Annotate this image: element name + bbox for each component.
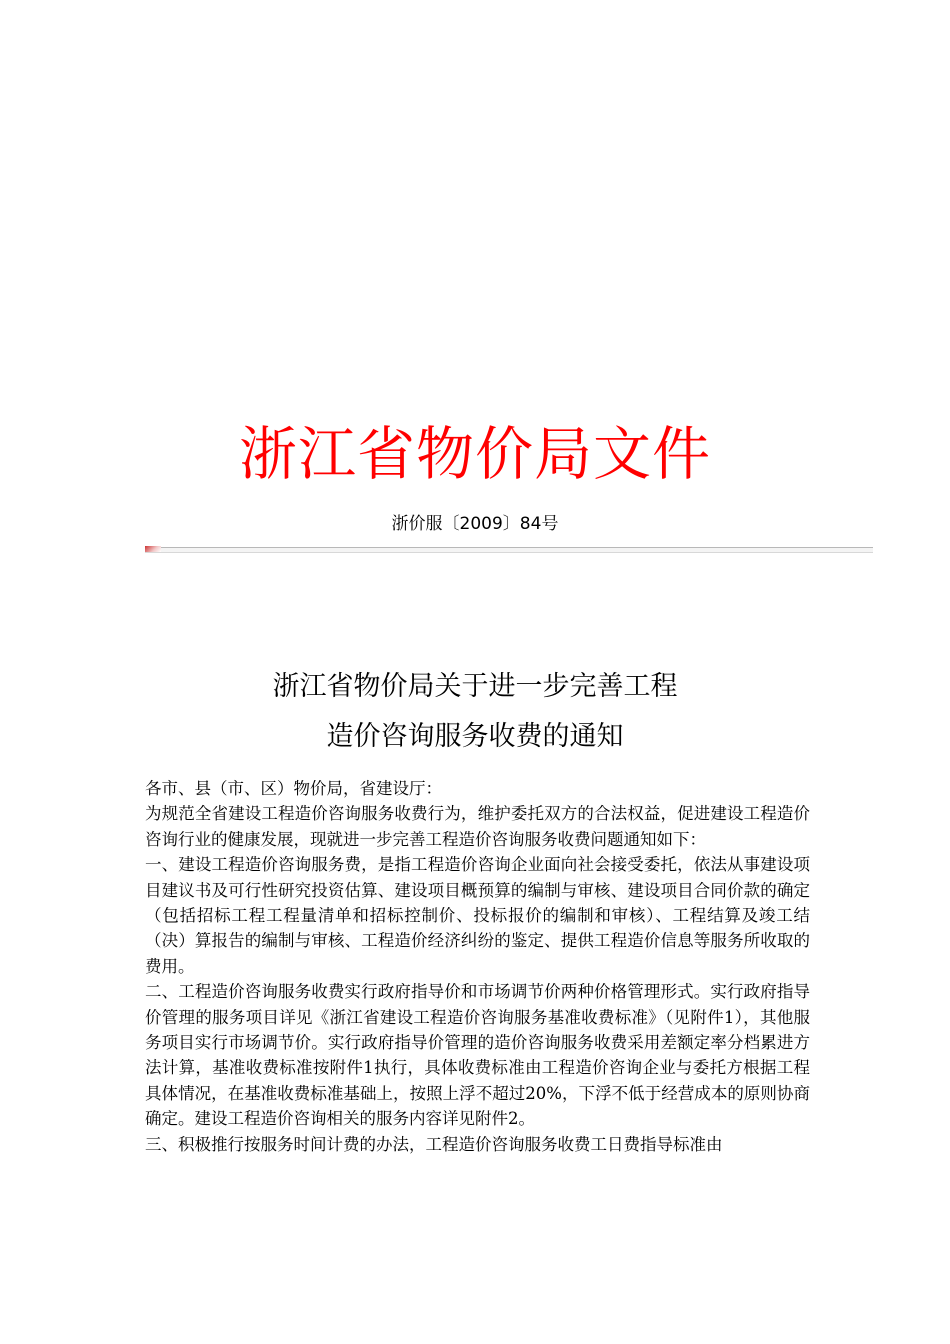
divider-mark (145, 546, 161, 552)
notice-body (145, 776, 810, 1157)
salutation: 各市、县（市、区）物价局，省建设厅： (145, 779, 442, 798)
body-paragraph-intro: 为规范全省建设工程造价咨询服务收费行为，维护委托双方的合法权益，促进建设工程造价咨询行业的健康发展，现就进一步完善工程造价咨询服务收费问题通知如下： (145, 804, 810, 849)
body-paragraph-2: 二、工程造价咨询服务收费实行政府指导价和市场调节价两种价格管理形式。实行政府指导价管理的服务项目详见《浙江省建设工程造价咨询服务基准收费标准》（见附件1），其他服务项目实行市场调节价。实行政府指导价管理的造价咨询服务收费采用差额定率分档累进方法计算，基准收费标准按附件1执行，具体收费标准由工程造价咨询企业与委托方根据工程具体情况，在基准收费标准基础上，按照上浮不超过20%，下浮不低于经营成本的原则协商确定。建设工程造价咨询相关的服务内容详见附件2。 (145, 982, 810, 1129)
document-header-title: 浙江省物价局文件 (238, 420, 711, 488)
body-paragraph-1: 一、建设工程造价咨询服务费，是指工程造价咨询企业面向社会接受委托，依法从事建设项目建议书及可行性研究投资估算、建设项目概预算的编制与审核、建设项目合同价款的确定（包括招标工程工程量清单和招标控制价、投标报价的编制和审核）、工程结算及竣工结（决）算报告的编制与审核、工程造价经济纠纷的鉴定、提供工程造价信息等服务所收取的费用。 (145, 855, 810, 976)
body-paragraph-3: 三、积极推行按服务时间计费的办法，工程造价咨询服务收费工日费指导标准由 (145, 1134, 723, 1154)
header-divider (145, 547, 873, 553)
notice-title-line-1: 浙江省物价局关于进一步完善工程 (272, 671, 678, 702)
document-number: 浙价服〔2009〕84号 (391, 514, 559, 534)
notice-title-line-2: 造价咨询服务收费的通知 (326, 721, 624, 752)
notice-title (0, 662, 950, 762)
